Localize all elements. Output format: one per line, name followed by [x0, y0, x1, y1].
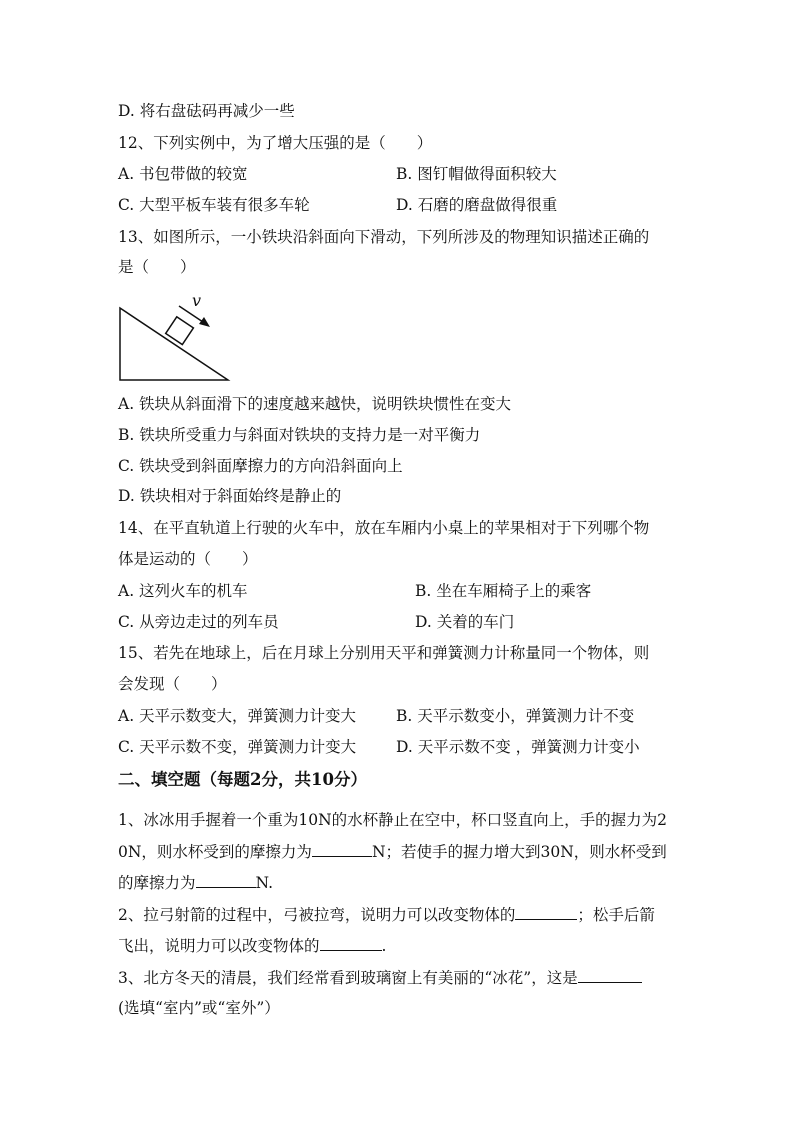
q12-option-b: B. 图钉帽做得面积较大	[396, 165, 557, 183]
fill2-line2-text-a: 飞出，说明力可以改变物体的	[118, 937, 320, 955]
fill1-blank-2[interactable]	[196, 872, 256, 888]
q12-option-c: C. 大型平板车装有很多车轮	[118, 196, 310, 214]
fill1-line3-text-a: 的摩擦力为	[118, 874, 196, 892]
fill2-line1-text-a: 2、拉弓射箭的过程中，弓被拉弯，说明力可以改变物体的	[118, 906, 516, 924]
fill1-line1: 1、冰冰用手握着一个重为10N的水杯静止在空中，杯口竖直向上，手的握力为2	[118, 811, 668, 829]
fill3-line2: (选填“室内”或“室外”）	[118, 999, 280, 1017]
fill1-line2-text-b: N；若使手的握力增大到30N，则水杯受到	[371, 843, 667, 861]
q15-option-b: B. 天平示数变小，弹簧测力计不变	[396, 707, 635, 725]
fill2-line2	[118, 935, 386, 956]
q13-stem-line1: 13、如图所示，一小铁块沿斜面向下滑动，下列所涉及的物理知识描述正确的	[118, 228, 650, 246]
q13-stem-line2: 是（ ）	[118, 258, 196, 276]
fill2-blank-2[interactable]	[320, 935, 382, 951]
fill3-blank-1[interactable]	[578, 967, 642, 983]
fill1-line2	[118, 841, 667, 862]
velocity-label: v	[192, 291, 202, 310]
q12-stem: 12、下列实例中，为了增大压强的是（ ）	[118, 134, 433, 152]
velocity-arrowhead	[199, 317, 210, 327]
incline-triangle	[120, 308, 228, 380]
section-heading: 二、填空题（每题2分，共10分）	[118, 770, 367, 789]
q15-option-a: A. 天平示数变大，弹簧测力计变大	[118, 707, 357, 725]
fill1-blank-1[interactable]	[312, 841, 372, 857]
fill1-line2-text-a: 0N，则水杯受到的摩擦力为	[118, 843, 312, 861]
q11-option-d: D. 将右盘砝码再减少一些	[118, 102, 295, 120]
q12-option-a: A. 书包带做的较宽	[118, 165, 248, 183]
fill3-line1	[118, 967, 642, 988]
q14-option-d: D. 关着的车门	[415, 613, 515, 631]
q13-option-c: C. 铁块受到斜面摩擦力的方向沿斜面向上	[118, 457, 403, 475]
q15-option-c: C. 天平示数不变，弹簧测力计变大	[118, 738, 357, 756]
q13-option-a: A. 铁块从斜面滑下的速度越来越快，说明铁块惯性在变大	[118, 395, 512, 413]
q15-option-d: D. 天平示数不变 ，弹簧测力计变小	[396, 738, 640, 756]
fill2-line1-text-b: ；松手后箭	[577, 906, 655, 924]
q13-option-b: B. 铁块所受重力与斜面对铁块的支持力是一对平衡力	[118, 426, 481, 444]
fill3-line1-text: 3、北方冬天的清晨，我们经常看到玻璃窗上有美丽的“冰花”，这是	[118, 969, 578, 987]
q14-stem-line2: 体是运动的（ ）	[118, 550, 258, 568]
fill2-blank-1[interactable]	[515, 904, 577, 920]
q14-stem-line1: 14、在平直轨道上行驶的火车中，放在车厢内小桌上的苹果相对于下列哪个物	[118, 519, 650, 537]
fill2-line2-text-b: .	[381, 937, 387, 955]
q14-option-a: A. 这列火车的机车	[118, 582, 248, 600]
q15-stem-line2: 会发现（ ）	[118, 675, 227, 693]
q12-option-d: D. 石磨的磨盘做得很重	[396, 196, 558, 214]
q15-stem-line1: 15、若先在地球上，后在月球上分别用天平和弹簧测力计称量同一个物体，则	[118, 644, 650, 662]
q13-option-d: D. 铁块相对于斜面始终是静止的	[118, 487, 342, 505]
q14-option-b: B. 坐在车厢椅子上的乘客	[415, 582, 592, 600]
fill1-line3	[118, 872, 273, 893]
q14-option-c: C. 从旁边走过的列车员	[118, 613, 279, 631]
fill1-line3-text-b: N.	[255, 874, 274, 892]
incline-figure	[112, 290, 242, 390]
fill2-line1	[118, 904, 655, 925]
